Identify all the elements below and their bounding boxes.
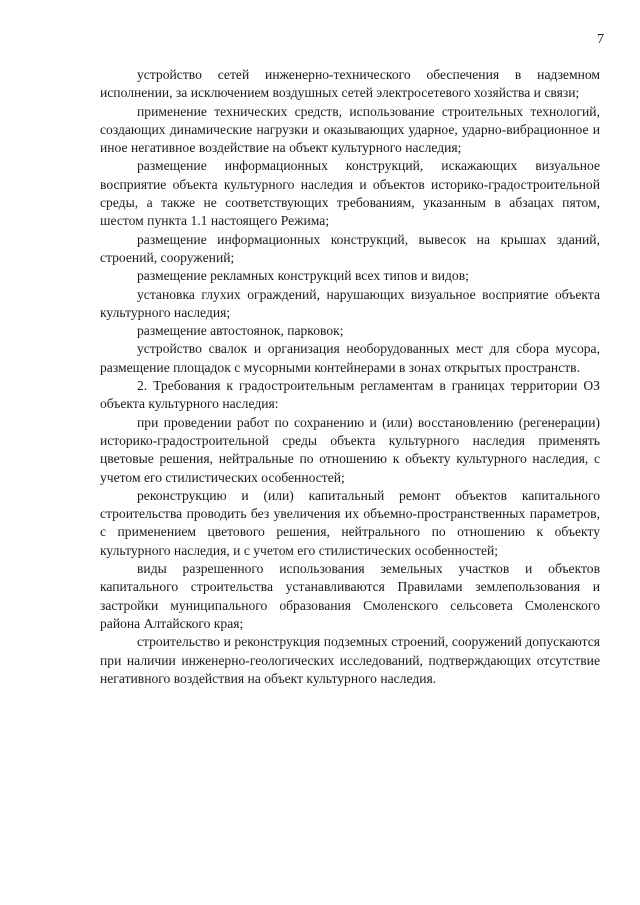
- paragraph: реконструкцию и (или) капитальный ремонт объектов капитального строительства проводить без увеличения их объемно-пространственных параметров, с применением цветового решения, нейтрального по отношению к объекту культурного наследия, и с учетом его стилистических особенностей;: [100, 487, 600, 558]
- paragraph: виды разрешенного использования земельных участков и объектов капитального строительства устанавливаются Правилами землепользования и застройки муниципального образования Смоленского сельсовета Смоленского района Алтайского края;: [100, 561, 600, 631]
- paragraph: размещение рекламных конструкций всех типов и видов;: [137, 268, 469, 284]
- paragraph: строительство и реконструкция подземных строений, сооружений допускаются при наличии инженерно-геологических исследований, подтверждающих отсутствие негативного воздействия на объект культурного наследия.: [100, 634, 600, 686]
- paragraph: размещение информационных конструкций, искажающих визуальное восприятие объекта культурного наследия и объектов историко-градостроительной среды, а также не соответствующих требованиям, указанным в абзацах пятом, шестом пункта 1.1 настоящего Режима;: [100, 158, 600, 229]
- paragraph: установка глухих ограждений, нарушающих визуальное восприятие объекта культурного наследия;: [100, 286, 600, 320]
- page-number: 7: [597, 32, 604, 47]
- paragraph: устройство сетей инженерно-технического обеспечения в надземном исполнении, за исключением воздушных сетей электросетевого хозяйства и связи;: [100, 67, 600, 101]
- section-heading-paragraph: 2. Требования к градостроительным регламентам в границах территории ОЗ объекта культурного наследия:: [100, 378, 600, 412]
- document-body: [100, 66, 600, 688]
- paragraph: устройство свалок и организация необорудованных мест для сбора мусора, размещение площадок с мусорными контейнерами в зонах открытых пространств.: [100, 341, 600, 375]
- paragraph: размещение автостоянок, парковок;: [137, 323, 344, 339]
- paragraph: применение технических средств, использование строительных технологий, создающих динамические нагрузки и оказывающих ударное, ударно-вибрационное и иное негативное воздействие на объект культурного наследия;: [100, 103, 600, 156]
- paragraph: при проведении работ по сохранению и (или) восстановлению (регенерации) историко-градостроительной среды объекта культурного наследия применять цветовые решения, нейтральные по отношению к объекту культурного наследия, с учетом его стилистических особенностей;: [100, 414, 600, 485]
- paragraph: размещение информационных конструкций, вывесок на крышах зданий, строений, сооружений;: [100, 231, 600, 265]
